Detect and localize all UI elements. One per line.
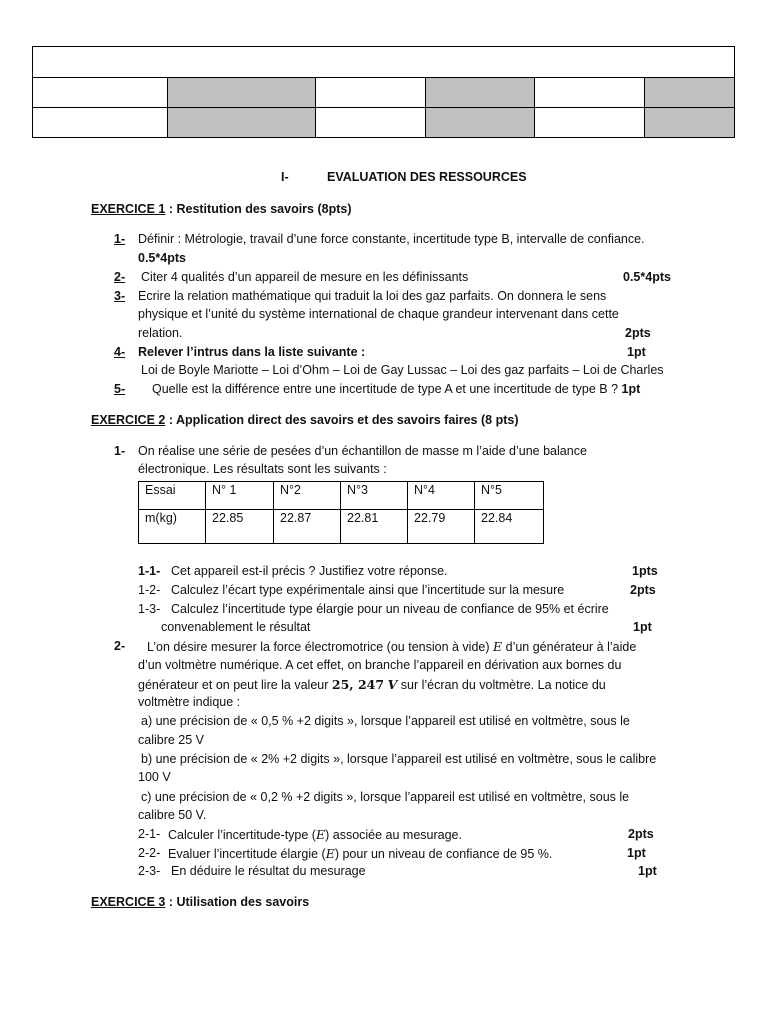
ex2-q2-1-number: 2-1- xyxy=(138,827,161,841)
ex2-q1-1-points: 1pts xyxy=(632,564,658,578)
table-cell: 22.79 xyxy=(408,510,475,544)
ex2-q2-option-b-line2: 100 V xyxy=(138,770,171,784)
ex2-q2-line2: d’un voltmètre numérique. A cet effet, on branche l’appareil en dérivation aux bornes du xyxy=(138,658,622,672)
ex1-q5-number: 5- xyxy=(114,382,126,396)
exercise-3-heading xyxy=(91,895,309,909)
ex1-q3-line1: Ecrire la relation mathématique qui traduit la loi des gaz parfaits. On donnera le sens xyxy=(138,289,607,303)
header-title-cell xyxy=(33,47,735,78)
ex2-q1-2-number: 1-2- xyxy=(138,583,161,597)
ex2-q2-number: 2- xyxy=(114,639,126,653)
table-header-cell: N° 1 xyxy=(206,482,274,510)
ex2-q2-2-number: 2-2- xyxy=(138,846,161,860)
header-cell-shaded xyxy=(168,78,316,108)
ex2-q2-line4: voltmètre indique : xyxy=(138,695,241,709)
exercise-2-label: EXERCICE 2 xyxy=(91,413,166,427)
ex2-q1-2-points: 2pts xyxy=(630,583,656,597)
ex2-q1-line1: On réalise une série de pesées d’un échantillon de masse m l’aide d’une balance xyxy=(138,444,587,458)
ex2-q2-line1-start: L’on désire mesurer la force électromotrice (ou tension à vide) xyxy=(147,640,490,654)
emf-symbol: E xyxy=(493,639,503,654)
ex1-q5-text: Quelle est la différence entre une incertitude de type A et une incertitude de type B ? xyxy=(152,382,619,396)
ex2-q2-line3-start: générateur et on peut lire la valeur xyxy=(138,678,329,692)
ex1-q2-text: Citer 4 qualités d’un appareil de mesure en les définissants xyxy=(141,270,469,284)
ex1-q2-number: 2- xyxy=(114,270,126,284)
ex1-q4-list: Loi de Boyle Mariotte – Loi d’Ohm – Loi de Gay Lussac – Loi des gaz parfaits – Loi de Charles xyxy=(141,363,664,377)
ex1-q3-line2: physique et l’unité du système international de chaque grandeur intervenant dans cette xyxy=(138,307,619,321)
header-cell xyxy=(316,108,426,138)
ex2-q2-3-text: En déduire le résultat du mesurage xyxy=(171,864,366,878)
header-cell xyxy=(33,78,168,108)
ex2-q2-1-points: 2pts xyxy=(628,827,654,841)
ex2-q1-3-line2: convenablement le résultat xyxy=(161,620,311,634)
exercise-3-label: EXERCICE 3 xyxy=(91,895,166,909)
ex1-q4-text: Relever l’intrus dans la liste suivante : xyxy=(138,345,366,359)
ex2-q2-1-text: Calculer l’incertitude-type (E) associée au mesurage. xyxy=(168,827,462,842)
ex2-q1-3-points: 1pt xyxy=(633,620,652,634)
exercise-1-label: EXERCICE 1 xyxy=(91,202,166,216)
table-cell: 22.85 xyxy=(206,510,274,544)
table-cell: 22.87 xyxy=(274,510,341,544)
ex2-q1-3-line1: Calculez l’incertitude type élargie pour un niveau de confiance de 95% et écrire xyxy=(171,602,609,616)
voltage-unit: V xyxy=(387,677,398,692)
exercise-2-heading xyxy=(91,413,519,427)
ex1-q5-line xyxy=(152,382,640,396)
table-header-cell: N°4 xyxy=(408,482,475,510)
ex2-q2-line3 xyxy=(138,677,606,692)
table-header-cell: N°5 xyxy=(475,482,544,510)
ex1-q3-number: 3- xyxy=(114,289,126,303)
ex1-q3-points: 2pts xyxy=(625,326,651,340)
ex2-q2-3-points: 1pt xyxy=(638,864,657,878)
ex2-q2-line1 xyxy=(147,639,636,654)
ex1-q5-points: 1pt xyxy=(621,382,641,396)
emf-symbol: E xyxy=(325,846,335,861)
header-cell-shaded xyxy=(426,108,535,138)
ex1-q4-number: 4- xyxy=(114,345,126,359)
ex1-q1-points: 0.5*4pts xyxy=(138,251,186,265)
header-cell-shaded xyxy=(168,108,316,138)
header-cell-shaded xyxy=(645,78,735,108)
ex2-q2-option-a-line2: calibre 25 V xyxy=(138,733,205,747)
ex2-q2-2-points: 1pt xyxy=(627,846,646,860)
ex2-q1-line2: électronique. Les résultats sont les suivants : xyxy=(138,462,387,476)
ex2-q2-line3-end: sur l’écran du voltmètre. La notice du xyxy=(400,678,606,692)
header-cell xyxy=(33,108,168,138)
table-cell: m(kg) xyxy=(139,510,206,544)
ex2-q2-option-c-line1: c) une précision de « 0,2 % +2 digits », lorsque l’appareil est utilisé en voltmètre, sous le xyxy=(141,790,630,804)
exercise-1-title: : Restitution des savoirs (8pts) xyxy=(168,202,352,216)
section-title: EVALUATION DES RESSOURCES xyxy=(327,170,527,184)
ex2-q1-3-number: 1-3- xyxy=(138,602,161,616)
ex2-q2-option-c-line2: calibre 50 V. xyxy=(138,808,207,822)
header-cell xyxy=(535,78,645,108)
header-cell-shaded xyxy=(645,108,735,138)
ex2-q1-2-text: Calculez l’écart type expérimentale ainsi que l’incertitude sur la mesure xyxy=(171,583,565,597)
ex1-q3-line3: relation. xyxy=(138,326,183,340)
header-cell xyxy=(316,78,426,108)
table-header-cell: N°2 xyxy=(274,482,341,510)
ex2-q2-3-number: 2-3- xyxy=(138,864,161,878)
exercise-1-heading xyxy=(91,202,352,216)
header-table xyxy=(32,46,735,138)
voltage-value: 25, 247 xyxy=(331,677,385,692)
ex1-q2-points: 0.5*4pts xyxy=(623,270,671,284)
table-header-cell: N°3 xyxy=(341,482,408,510)
header-cell xyxy=(535,108,645,138)
section-number: I- xyxy=(281,170,289,184)
table-header-cell: Essai xyxy=(139,482,206,510)
exercise-3-title: : Utilisation des savoirs xyxy=(168,895,310,909)
ex1-q4-points: 1pt xyxy=(627,345,646,359)
emf-symbol: E xyxy=(315,827,326,842)
ex1-q1-number: 1- xyxy=(114,232,126,246)
ex2-q2-2-text: Evaluer l’incertitude élargie (E) pour un niveau de confiance de 95 %. xyxy=(168,846,553,861)
ex2-q2-line1-end: d’un générateur à l’aide xyxy=(505,640,637,654)
ex2-q1-number: 1- xyxy=(114,444,126,458)
table-cell: 22.84 xyxy=(475,510,544,544)
table-cell: 22.81 xyxy=(341,510,408,544)
ex2-q2-option-a-line1: a) une précision de « 0,5 % +2 digits », lorsque l’appareil est utilisé en voltmètre, sous le xyxy=(141,714,630,728)
ex2-q1-1-number: 1-1- xyxy=(138,564,161,578)
ex1-q1-text: Définir : Métrologie, travail d’une force constante, incertitude type B, intervalle de confiance. xyxy=(138,232,645,246)
ex2-q1-1-text: Cet appareil est-il précis ? Justifiez votre réponse. xyxy=(171,564,448,578)
mass-measurements-table xyxy=(138,481,544,544)
exercise-2-title: : Application direct des savoirs et des savoirs faires (8 pts) xyxy=(168,413,519,427)
ex2-q2-option-b-line1: b) une précision de « 2% +2 digits », lorsque l’appareil est utilisé en voltmètre, sous le calibre xyxy=(141,752,657,766)
header-cell-shaded xyxy=(426,78,535,108)
